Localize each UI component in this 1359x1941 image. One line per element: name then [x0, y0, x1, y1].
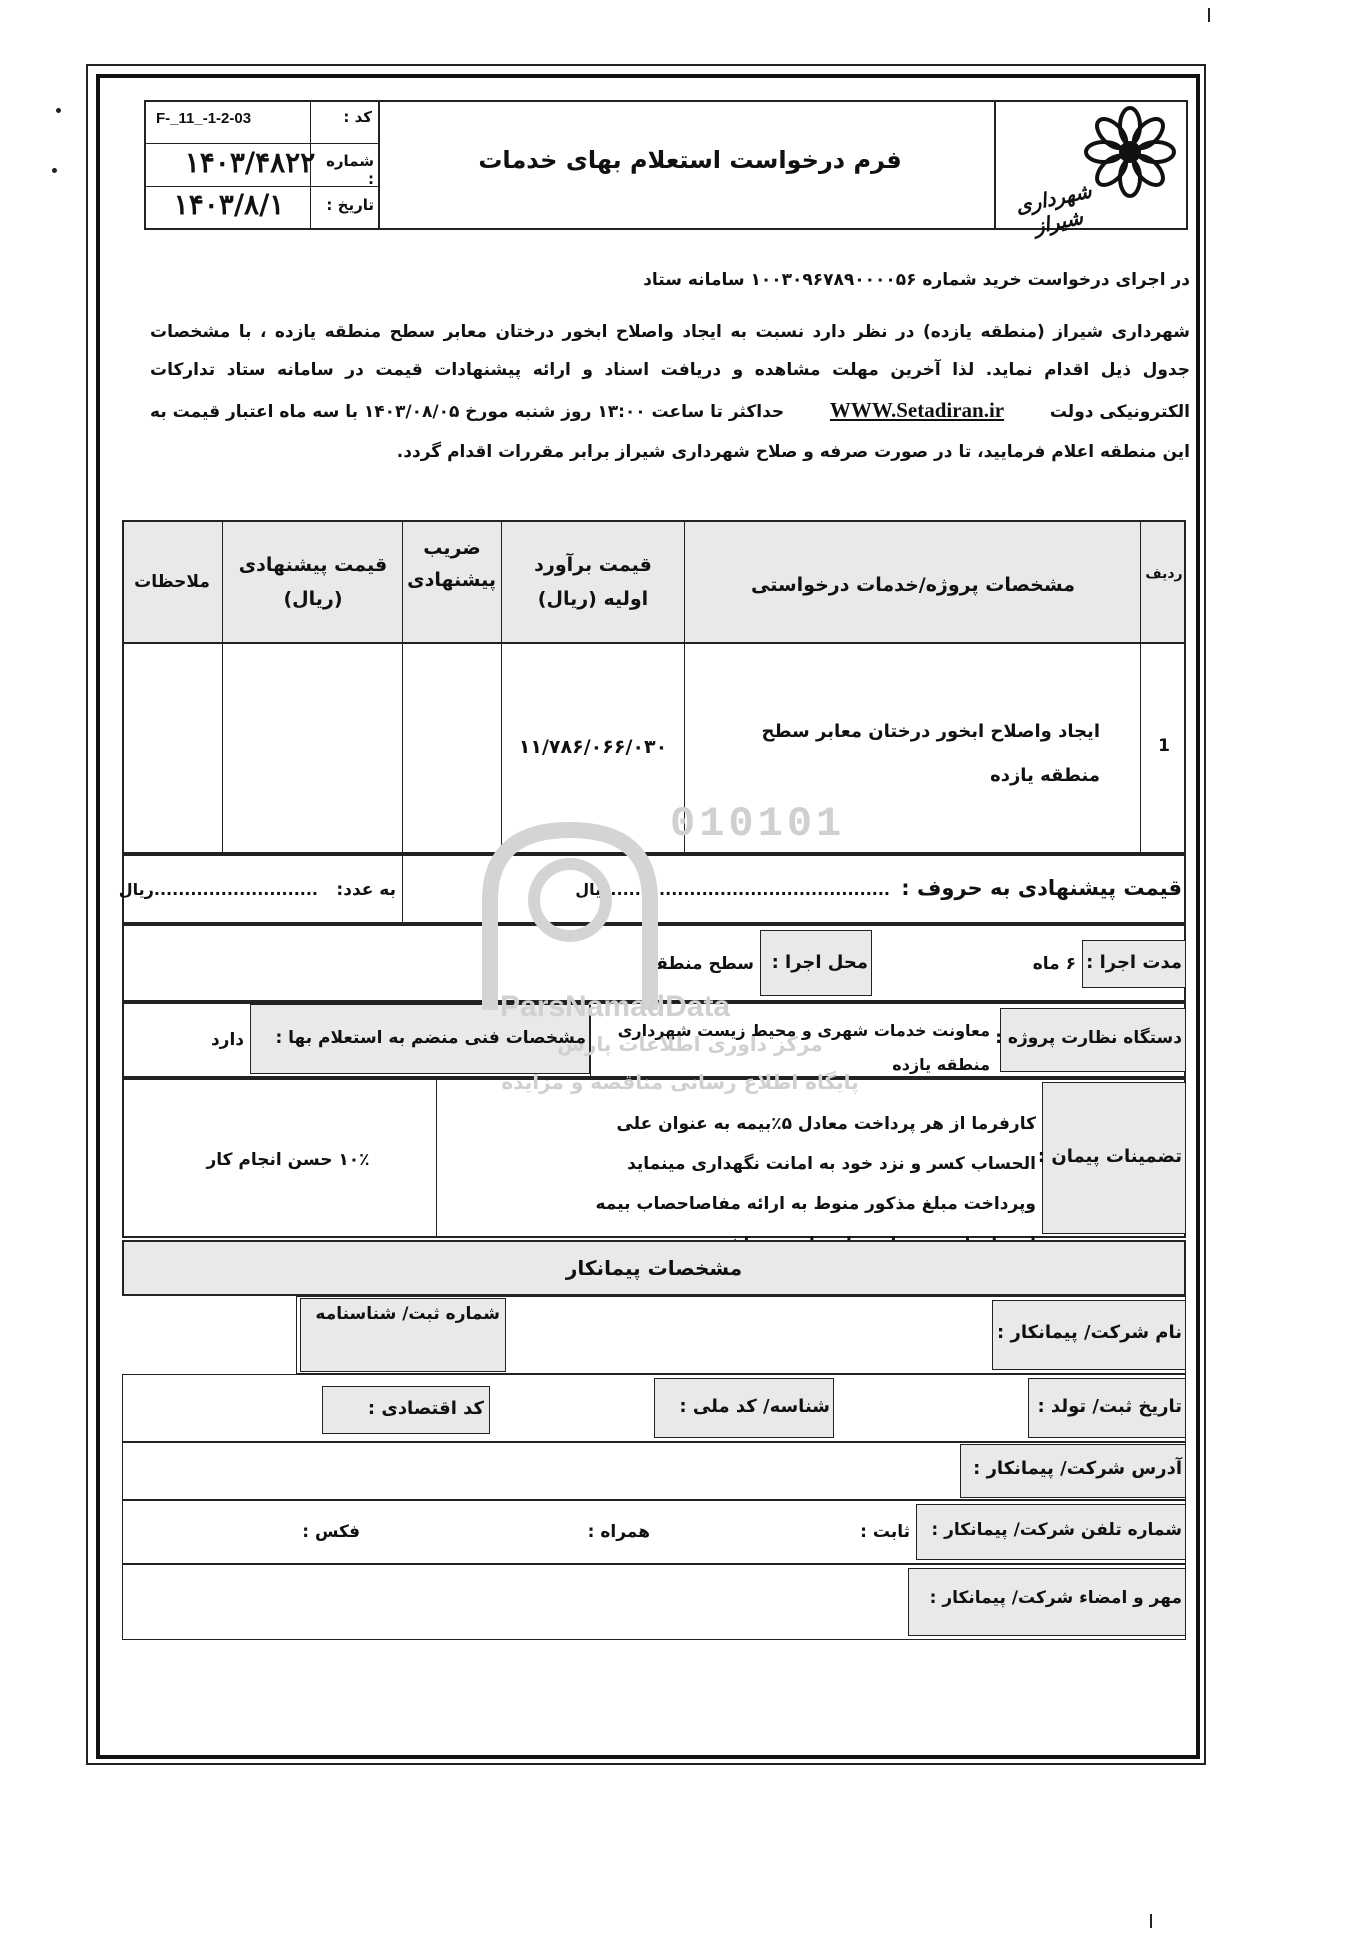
duration-label: مدت اجرا : [1086, 952, 1182, 973]
date-label: تاریخ : [326, 196, 374, 214]
logo-text: شهرداری شیراز [1013, 178, 1094, 239]
code-label: کد : [343, 108, 372, 126]
scan-mark [52, 168, 57, 173]
watermark-brand: ParsNamadData [500, 990, 731, 1023]
supervisor-value: معاونت خدمات شهری و محیط زیست شهرداری منطقه یازده [617, 1021, 990, 1074]
intro-line-1: در اجرای درخواست خرید شماره ۱۰۰۳۰۹۶۷۸۹۰۰۰۰۵۶ سامانه ستاد [643, 270, 1190, 290]
offer-digits-field[interactable]: ...........................ریال [118, 880, 318, 899]
row-1-estimate: ۱۱/۷۸۶/۰۶۶/۰۳۰ [518, 736, 668, 758]
setadiran-link[interactable]: WWW.Setadiran.ir [829, 398, 1005, 422]
fax-label: فکس : [302, 1522, 360, 1542]
contractor-name-label: نام شرکت/ پیمانکار : [997, 1322, 1182, 1343]
national-id-label: شناسه/ کد ملی : [679, 1396, 830, 1417]
guarantees-value: کارفرما از هر پرداخت معادل ۵٪بیمه به عنوان علی الحساب کسر و نزد خود به امانت نگهداری مینماید وپرداخت مبلغ مذکور منوط به ارائه مفاصاحصاب بیمه [595, 1114, 1036, 1214]
phone-label: شماره تلفن شرکت/ پیمانکار : [931, 1520, 1182, 1540]
col-header-spec: مشخصات پروژه/خدمات درخواستی [751, 574, 1075, 596]
date-value: ۱۴۰۳/۸/۱ [173, 188, 285, 221]
scan-mark [1208, 8, 1210, 22]
intro-line-2: شهرداری شیراز (منطقه یازده) در نظر دارد نسبت به ایجاد واصلاح ابخور درختان معابر سطح منطقه یازده ، با مشخصات [150, 322, 1190, 342]
offer-words-field[interactable]: ..............................................ریال [575, 880, 890, 899]
economic-code-label: کد اقتصادی : [367, 1398, 484, 1419]
duration-value: ۶ ماه [1032, 954, 1076, 974]
watermark-caption-2: پایگاه اطلاع رسانی مناقصه و مزایده [501, 1070, 859, 1094]
code-value: F-_11_-1-2-03 [156, 110, 252, 127]
location-value: سطح منطقه [645, 954, 754, 974]
intro-line-3: جدول ذیل اقدام نماید. لذا آخرین مهلت مشاهده و دریافت اسناد و ارائه پیشنهادات قیمت در سامانه ستاد تدارکات [150, 360, 1190, 380]
intro-line-4 [150, 398, 1190, 423]
row-1-number: 1 [1158, 736, 1170, 756]
watermark-caption-1: مرکز داوری اطلاعات پارس [557, 1032, 823, 1056]
guarantees-label: تضمینات پیمان : [1037, 1146, 1182, 1167]
birth-date-label: تاریخ ثبت/ تولد : [1037, 1396, 1182, 1417]
contractor-section-title: مشخصات پیمانکار [565, 1256, 743, 1280]
row-1-spec: ایجاد واصلاح ابخور درختان معابر سطح منطقه یازده [761, 721, 1100, 786]
col-header-coef: ضریب پیشنهادی [407, 537, 496, 591]
fixed-phone-label: ثابت : [860, 1522, 910, 1542]
registration-label: شماره ثبت/ شناسنامه [315, 1304, 500, 1324]
tech-spec-value: دارد [210, 1030, 244, 1050]
intro-line-4-post: حداکثر تا ساعت ۱۳:۰۰ روز شنبه مورخ ۱۴۰۳/۰۸/۰۵ با سه ماه اعتبار قیمت به [150, 402, 785, 422]
offer-words-label: قیمت پیشنهادی به حروف : [901, 876, 1182, 900]
scan-mark [1150, 1914, 1152, 1928]
col-header-offer: قیمت پیشنهادی (ریال) [238, 554, 388, 610]
intro-line-5: این منطقه اعلام فرمایید، تا در صورت صرفه و صلاح شهرداری شیراز برابر مقررات اقدام گردد. [396, 442, 1190, 462]
contractor-name-field[interactable] [506, 1304, 986, 1364]
col-header-notes: ملاحظات [134, 572, 210, 592]
number-label: شماره : [326, 152, 374, 188]
sign-label: مهر و امضاء شرکت/ پیمانکار : [929, 1588, 1182, 1608]
offer-digits-label: به عدد: [336, 880, 396, 900]
tech-spec-label: مشخصات فنی منضم به استعلام بها : [275, 1028, 586, 1048]
location-label: محل اجرا : [771, 952, 868, 973]
supervisor-label: دستگاه نظارت پروژه : [995, 1028, 1182, 1048]
mobile-label: همراه : [587, 1522, 650, 1542]
col-header-row: ردیف [1145, 566, 1183, 582]
scan-mark [56, 108, 61, 113]
municipality-logo [1000, 100, 1188, 239]
form-title: فرم درخواست استعلام بهای خدمات [478, 146, 902, 174]
number-value: ۱۴۰۳/۴۸۲۲ [184, 146, 316, 179]
intro-line-4-pre: الکترونیکی دولت [1049, 402, 1190, 422]
col-header-estimate: قیمت برآورد اولیه (ریال) [534, 554, 652, 610]
watermark-digits: 010101 [670, 800, 846, 848]
good-performance-value: ۱۰٪ حسن انجام کار [206, 1150, 370, 1170]
address-label: آدرس شرکت/ پیمانکار : [973, 1458, 1182, 1479]
